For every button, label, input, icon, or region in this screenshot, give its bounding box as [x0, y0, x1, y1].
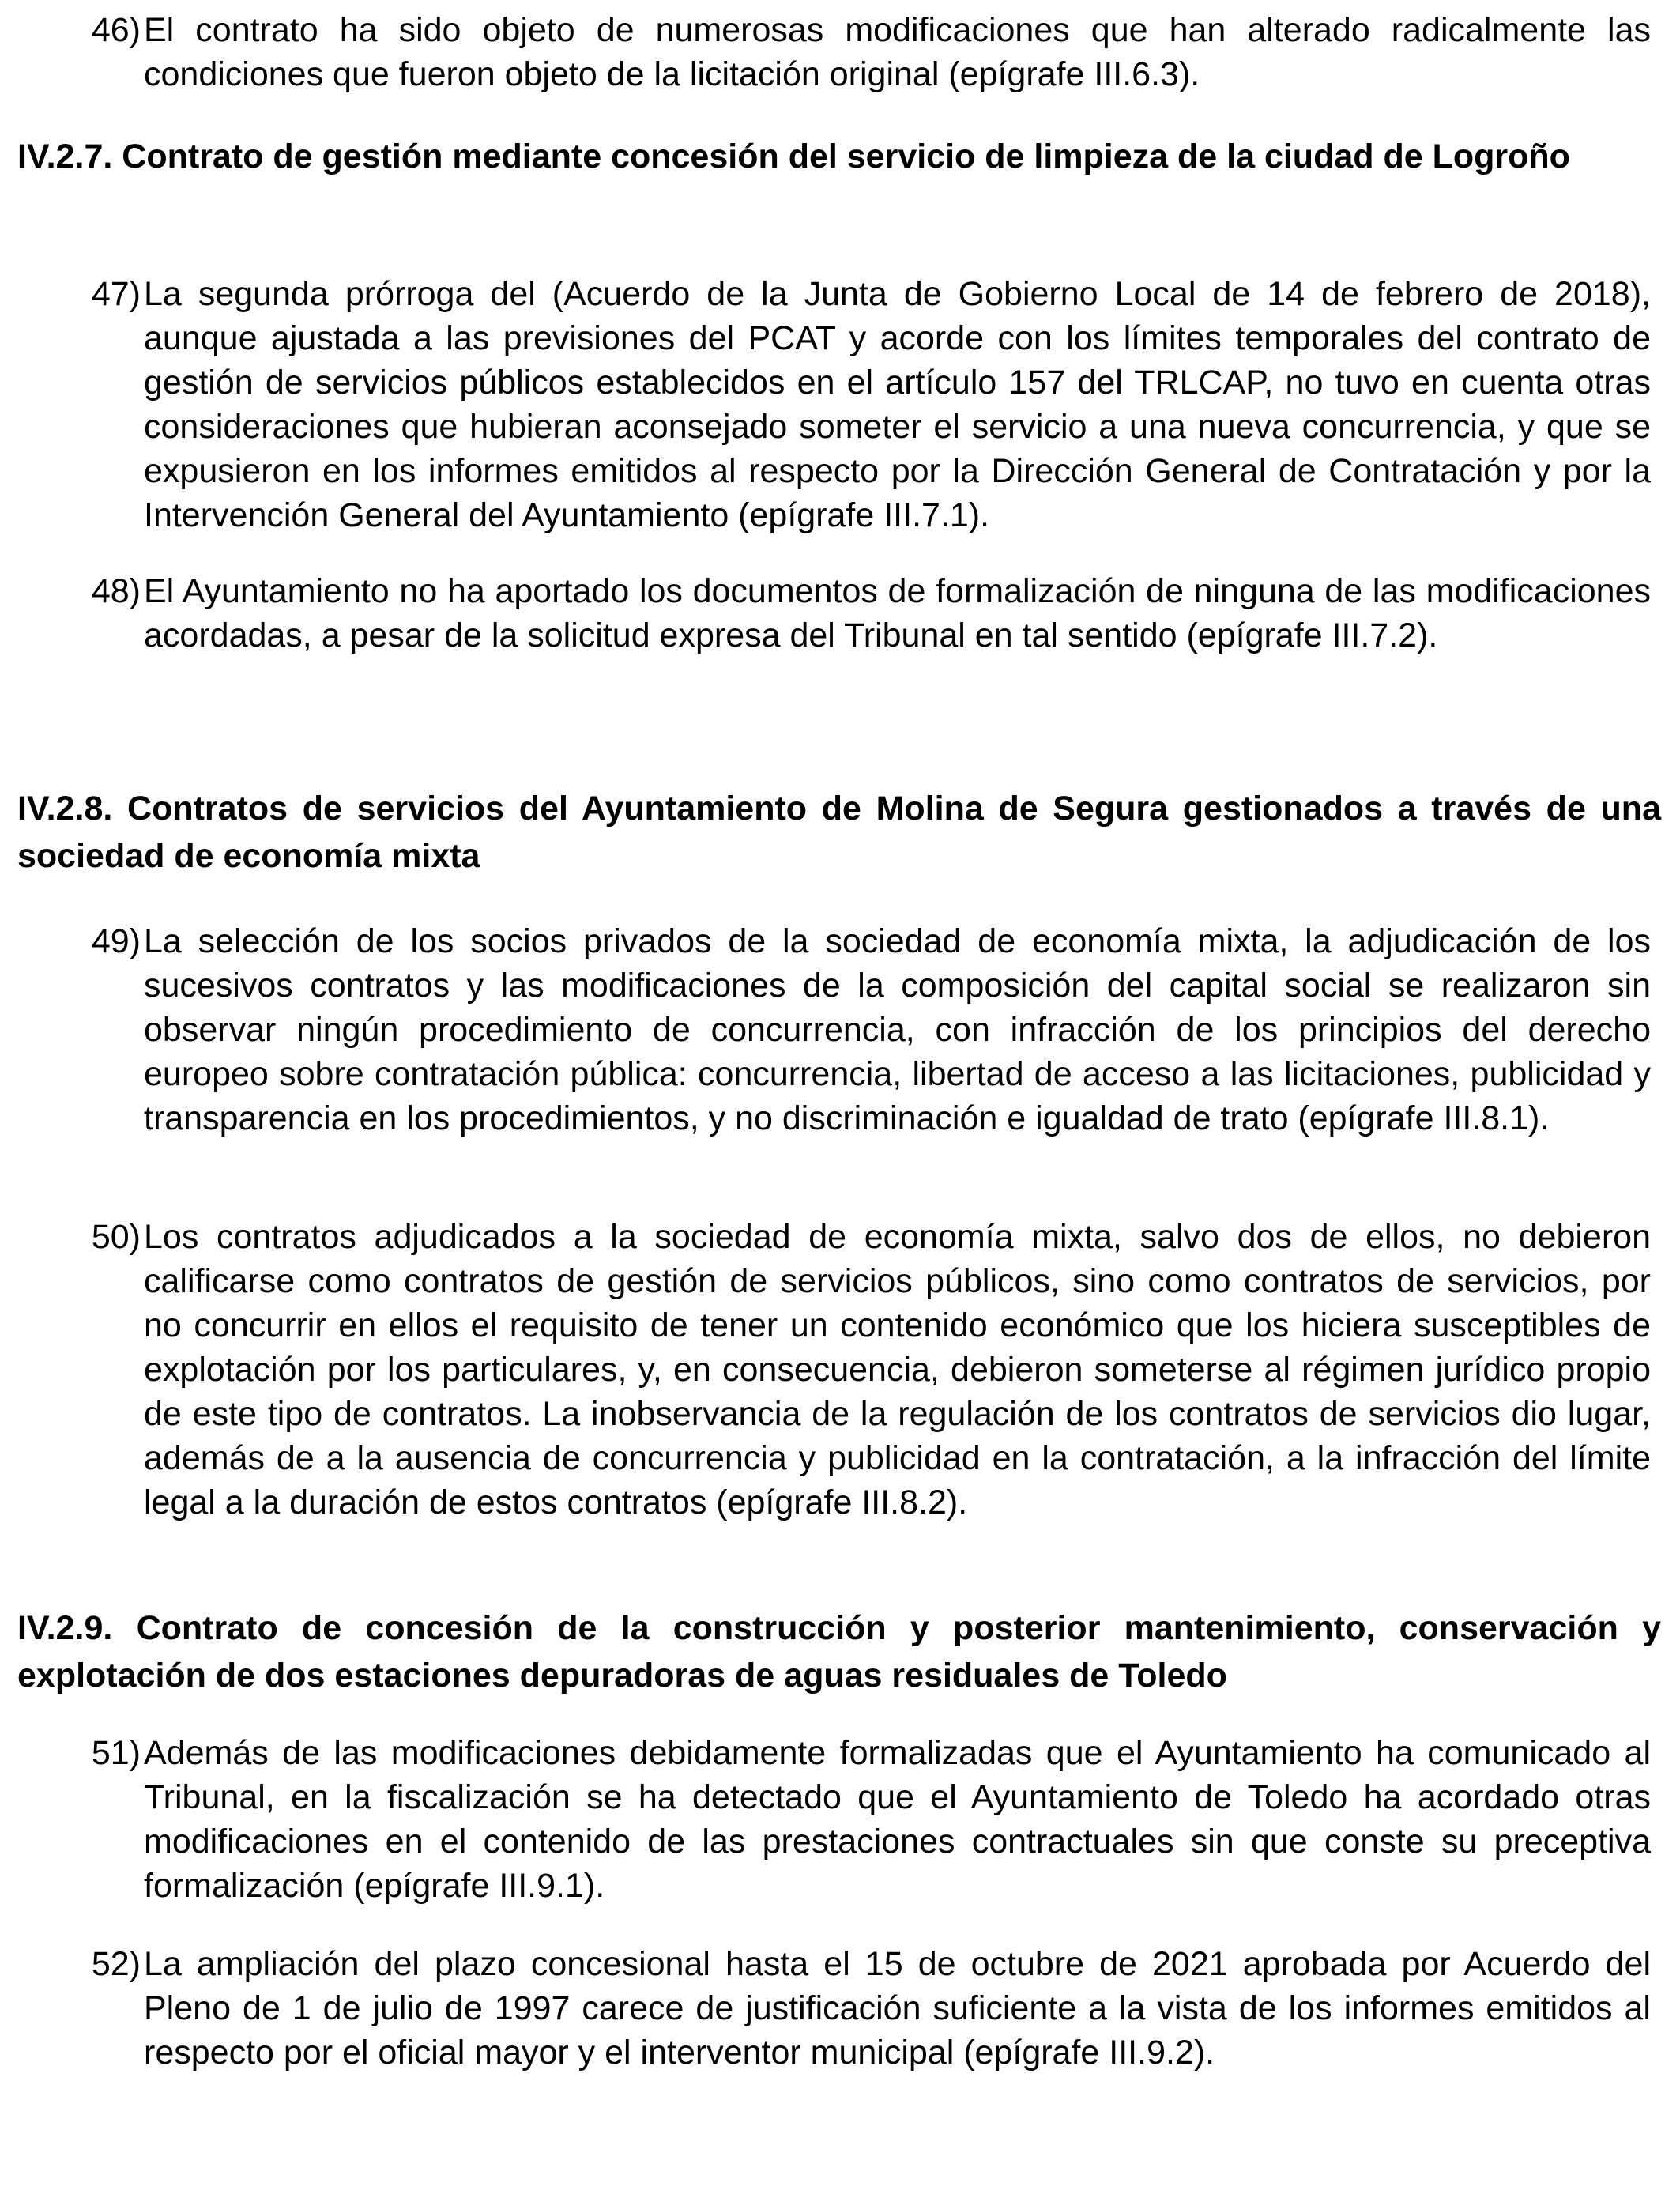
- item-text: Además de las modificaciones debidamente formalizadas que el Ayuntamiento ha comunicado al Tribunal, en la fiscalización se ha detectado que el Ayuntamiento de Toledo ha acordado otras modificaciones en el contenido de las prestaciones contractuales sin que conste su preceptiva formalización (epígrafe III.9.1).: [144, 1734, 1651, 1905]
- list-item-49: [73, 919, 1651, 1140]
- list-item-50: [73, 1215, 1651, 1525]
- item-text: La selección de los socios privados de la sociedad de economía mixta, la adjudicación de los sucesivos contratos y las modificaciones de la composición del capital social se realizaron sin observar ningún procedimiento de concurrencia, con infracción de los principios del derecho europeo sobre contratación pública: concurrencia, libertad de acceso a las licitaciones, publicidad y transparencia en los procedimientos, y no discriminación e igualdad de trato (epígrafe III.8.1).: [144, 922, 1651, 1137]
- list-item-48: [73, 569, 1651, 658]
- item-number: 50): [91, 1218, 141, 1256]
- item-number: 51): [91, 1734, 141, 1772]
- section-heading-iv-2-7: IV.2.7. Contrato de gestión mediante concesión del servicio de limpieza de la ciudad de Logroño: [17, 138, 1570, 175]
- item-text: La segunda prórroga del (Acuerdo de la Junta de Gobierno Local de 14 de febrero de 2018), aunque ajustada a las previsiones del PCAT y acorde con los límites temporales del contrato de gestión de servicios públicos establecidos en el artículo 157 del TRLCAP, no tuvo en cuenta otras consideraciones que hubieran aconsejado someter el servicio a una nueva concurrencia, y que se expusieron en los informes emitidos al respecto por la Dirección General de Contratación y por la Intervención General del Ayuntamiento (epígrafe III.7.1).: [144, 275, 1651, 534]
- list-item-52: [73, 1942, 1651, 2075]
- item-number: 52): [91, 1945, 141, 1983]
- list-item-47: [73, 272, 1651, 537]
- item-text: El contrato ha sido objeto de numerosas modificaciones que han alterado radicalmente las condiciones que fueron objeto de la licitación original (epígrafe III.6.3).: [144, 11, 1651, 93]
- item-text: El Ayuntamiento no ha aportado los documentos de formalización de ninguna de las modificaciones acordadas, a pesar de la solicitud expresa del Tribunal en tal sentido (epígrafe III.7.2).: [144, 572, 1651, 654]
- item-number: 48): [91, 572, 141, 610]
- item-number: 46): [91, 11, 141, 49]
- section-heading-iv-2-9: IV.2.9. Contrato de concesión de la construcción y posterior mantenimiento, conservación y explotación de dos estaciones depuradoras de aguas residuales de Toledo: [17, 1609, 1661, 1695]
- section-heading-iv-2-8: IV.2.8. Contratos de servicios del Ayuntamiento de Molina de Segura gestionados a través de una sociedad de economía mixta: [17, 790, 1661, 875]
- list-item-46: [73, 8, 1651, 96]
- item-number: 49): [91, 922, 141, 960]
- item-text: Los contratos adjudicados a la sociedad de economía mixta, salvo dos de ellos, no debieron calificarse como contratos de gestión de servicios públicos, sino como contratos de servicios, por no concurrir en ellos el requisito de tener un contenido económico que los hiciera susceptibles de explotación por los particulares, y, en consecuencia, debieron someterse al régimen jurídico propio de este tipo de contratos. La inobservancia de la regulación de los contratos de servicios dio lugar, además de a la ausencia de concurrencia y publicidad en la contratación, a la infracción del límite legal a la duración de estos contratos (epígrafe III.8.2).: [144, 1218, 1651, 1521]
- item-text: La ampliación del plazo concesional hasta el 15 de octubre de 2021 aprobada por Acuerdo del Pleno de 1 de julio de 1997 carece de justificación suficiente a la vista de los informes emitidos al respecto por el oficial mayor y el interventor municipal (epígrafe III.9.2).: [144, 1945, 1651, 2071]
- list-item-51: [73, 1731, 1651, 1908]
- item-number: 47): [91, 275, 141, 313]
